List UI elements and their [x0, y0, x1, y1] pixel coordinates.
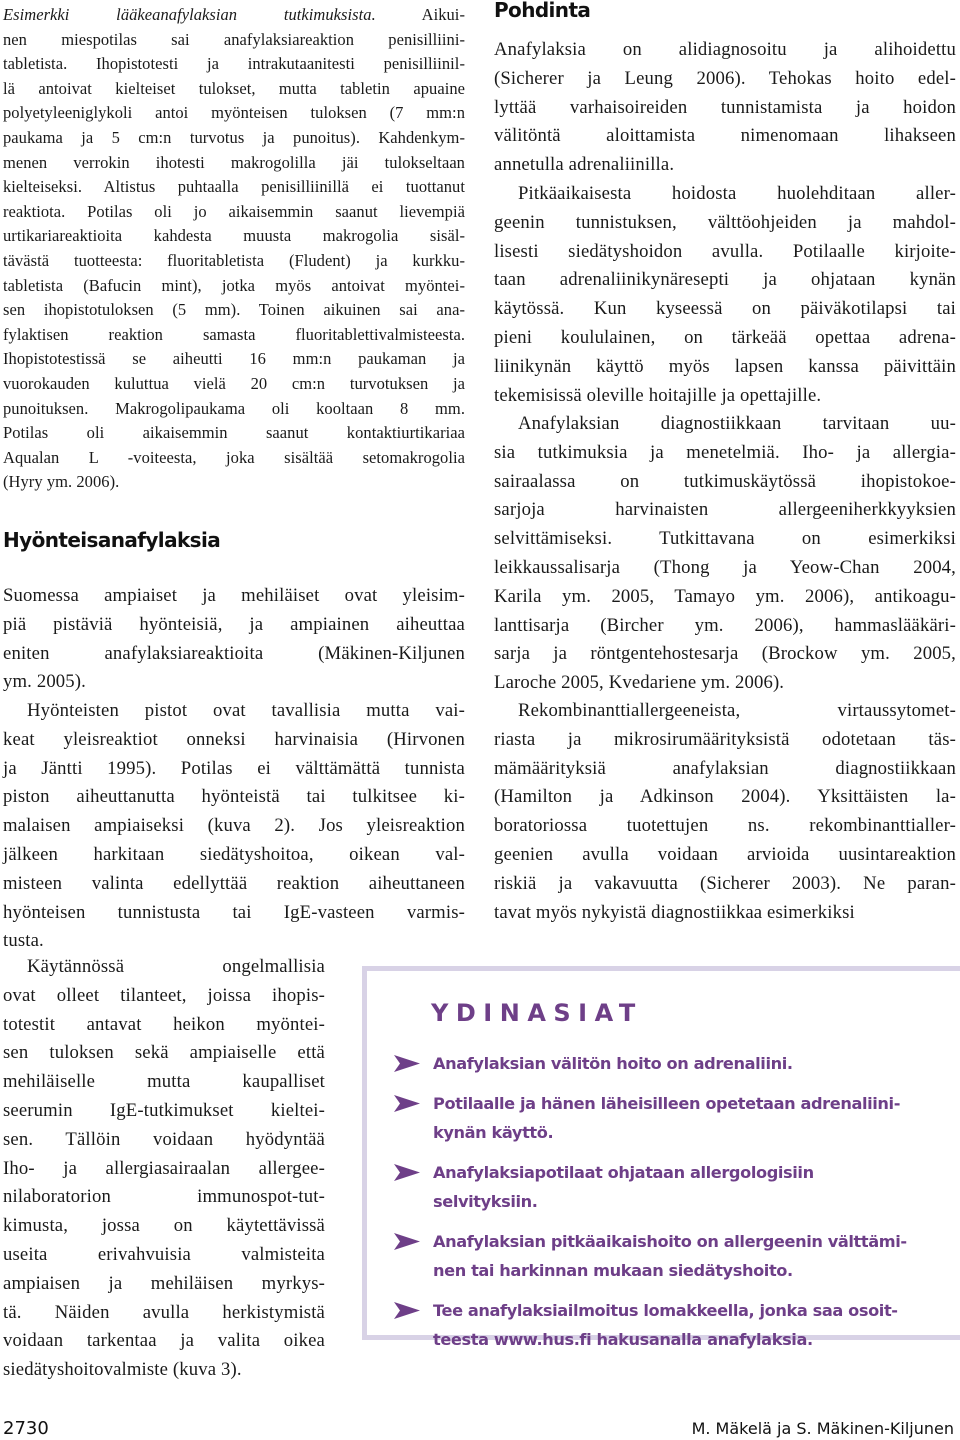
text-line: geenin tunnistuksen, välttöohjeiden ja mahdol-	[494, 211, 956, 233]
arrowhead-icon	[394, 1164, 420, 1181]
author-credit: M. Mäkelä ja S. Mäkinen-Kiljunen	[691, 1419, 954, 1438]
text-line: lyttää varhaisoireiden tunnistamista ja hoidon	[494, 96, 956, 118]
arrowhead-icon	[394, 1055, 420, 1072]
text-line: kimusta, jossa on käytettävissä	[3, 1215, 325, 1237]
text-line: geenien avulla voidaan arvioida uusintareaktion	[494, 843, 956, 865]
text-line: annetulla adrenaliinilla.	[494, 154, 675, 176]
text-line: eniten anafylaksiareaktioita (Mäkinen-Kiljunen	[3, 642, 465, 664]
text-line: sia tutkimuksia ja menetelmiä. Iho- ja allergia-	[494, 441, 956, 463]
text-line: pieni koululainen, on tärkeää opettaa adrena-	[494, 326, 956, 348]
case-example-line: Aikui-	[421, 5, 465, 24]
case-example-line: Aqualan L -voiteesta, joka sisältää setomakrogolia	[3, 447, 465, 467]
text-line: Hyönteisten pistot ovat tavallisia mutta vai-	[27, 700, 465, 721]
key-point-item	[391, 1296, 921, 1354]
case-example-line: Potilas oli aikaisemmin saanut kontaktiurtikariaa	[3, 423, 465, 443]
text-line: seerumin IgE-tutkimukset kieltei-	[3, 1099, 325, 1121]
case-example-line: polyetyleeniglykoli antoi myönteisen tuloksen (7 mm:n	[3, 103, 465, 123]
case-example-line: nen miespotilas sai anafylaksiareaktion penisilliini-	[3, 29, 465, 49]
text-line: Laroche 2005, Kvedariene ym. 2006).	[494, 672, 785, 694]
arrowhead-icon	[394, 1095, 420, 1112]
insect-paragraph-1	[3, 582, 465, 697]
key-point-item	[391, 1049, 921, 1078]
text-line: taan adrenaliinikynäresepti ja ohjataan kynän	[494, 269, 956, 291]
key-point-line: Anafylaksian välitön hoito on adrenaliini.	[433, 1054, 793, 1073]
text-line: sarjoja harvinaisten allergeeniherkkyyksien	[494, 499, 956, 521]
text-line: malaisen ampiaiseksi (kuva 2). Jos yleisreaktion	[3, 815, 465, 837]
case-example-line: punoituksen. Makrogolipaukama oli kooltaan 8 mm.	[3, 398, 465, 418]
key-point-item	[391, 1158, 921, 1216]
text-line: sen. Tällöin voidaan hyödyntää	[3, 1128, 325, 1150]
section-heading-discussion: Pohdinta	[494, 0, 591, 22]
case-example-line: tävästä tuotteesta: fluoritabletista (Fludent) ja kurkku-	[3, 250, 465, 270]
case-example-line: tabletista. Ihopistotesti ja intrakutaanitesti penisilliinil-	[3, 54, 465, 74]
text-line: ja Jäntti 1995). Potilas ei välttämättä tunnista	[3, 757, 465, 779]
case-example-line: menen verrokin ihotesti makrogolilla jäi tulokseltaan	[3, 152, 465, 172]
case-example-line: sen ihopistotuloksen (5 mm). Toinen aikuinen sai ana-	[3, 300, 465, 320]
text-line: leikkaussalisarja (Thong ja Yeow-Chan 2004,	[494, 556, 956, 578]
text-line: Anafylaksian diagnostiikkaan tarvitaan uu-	[518, 413, 956, 434]
text-line: hyönteisen tunnistusta tai IgE-vasteen varmis-	[3, 901, 465, 923]
arrowhead-icon	[394, 1233, 420, 1250]
case-example-line: kielteiseksi. Altistus puhtaalla penisilliinillä ei tuottanut	[3, 177, 465, 197]
text-line: sen tuloksen sekä ampiaiselle että	[3, 1042, 325, 1064]
text-line: tekemisissä oleville hoitajille ja opettajille.	[494, 384, 822, 406]
text-line: tä. Näiden avulla herkistymistä	[3, 1301, 325, 1323]
case-example-line: tabletista (Bafucin mint), jotka myös antoivat myöntei-	[3, 275, 465, 295]
page-number: 2730	[3, 1418, 49, 1439]
text-line: liinikynän käyttö myös lapsen kanssa päivittäin	[494, 355, 956, 377]
case-example-line: fylaktisen reaktion samasta fluoritablettivalmisteesta.	[3, 324, 465, 344]
case-example-line: lä antoivat kielteiset tulokset, mutta tabletin apuaine	[3, 78, 465, 98]
text-line: jälkeen harkitaan siedätyshoitoa, oikean val-	[3, 843, 465, 865]
insect-paragraph-2	[3, 697, 465, 956]
text-line: ampiaisen ja mehiläisen myrkys-	[3, 1272, 325, 1294]
key-points-title: YDINASIAT	[431, 999, 643, 1027]
key-point-line: kynän käyttö.	[433, 1123, 554, 1142]
text-line: Pitkäaikaisesta hoidosta huolehditaan aller-	[518, 183, 956, 204]
text-line: Iho- ja allergiasairaalan allergee-	[3, 1157, 325, 1179]
text-line: mehiläiselle mutta kaupalliset	[3, 1071, 325, 1093]
text-line: (Sicherer ja Leung 2006). Tehokas hoito edel-	[494, 67, 956, 89]
key-point-line: teesta www.hus.fi hakusanalla anafylaksia.	[433, 1330, 813, 1349]
text-line: voidaan tarkentaa ja valita oikea	[3, 1330, 325, 1352]
key-points-list	[391, 1049, 921, 1365]
text-line: Karila ym. 2005, Tamayo ym. 2006), antikoagu-	[494, 585, 956, 607]
key-point-line: Anafylaksian pitkäaikaishoito on allergeenin välttämi-	[433, 1232, 907, 1251]
text-line: riskiä ja vakavuutta (Sicherer 2003). Ne paran-	[494, 872, 956, 894]
text-line: Rekombinanttiallergeeneista, virtaussytomet-	[518, 700, 956, 721]
text-line: totestit antavat heikon myöntei-	[3, 1013, 325, 1035]
text-line: siedätyshoitovalmiste (kuva 3).	[3, 1359, 242, 1381]
case-example-lines	[3, 28, 465, 495]
discussion-paragraph-1	[494, 36, 956, 180]
case-example-line: paukama ja 5 cm:n turvotus ja punoitus). Kahdenkym-	[3, 127, 465, 147]
text-line: selvittämiseksi. Tutkittavana on esimerkiksi	[494, 528, 956, 550]
text-line: välitöntä aloittamista nimenomaan lihakseen	[494, 125, 956, 147]
text-line: Anafylaksia on alidiagnosoitu ja alihoidettu	[494, 39, 956, 60]
text-line: useita erivahvuisia valmisteita	[3, 1243, 325, 1265]
key-point-line: Tee anafylaksiailmoitus lomakkeella, jonka saa osoit-	[433, 1301, 898, 1320]
text-line: nilaboratorion immunospot-tut-	[3, 1186, 325, 1208]
discussion-paragraph-2	[494, 180, 956, 410]
text-line: keat yleisreaktiot onneksi harvinaisia (Hirvonen	[3, 728, 465, 750]
key-point-line: Anafylaksiapotilaat ohjataan allergologisiin selvityksiin.	[433, 1163, 814, 1211]
text-line: Käytännössä ongelmallisia	[27, 956, 325, 977]
text-line: lanttisarja (Bircher ym. 2006), hammaslääkäri-	[494, 614, 956, 636]
text-line: lisesti siedätyshoidon avulla. Potilaalle kirjoite-	[494, 240, 956, 262]
text-line: sarja ja röntgentehostesarja (Brockow ym. 2005,	[494, 643, 956, 665]
arrowhead-icon	[394, 1302, 420, 1319]
text-line: tusta.	[3, 930, 44, 952]
discussion-paragraph-4	[494, 697, 956, 927]
case-example-line: reaktiota. Potilas oli jo aikaisemmin saanut lievempiä	[3, 201, 465, 221]
text-line: sairaalassa on tutkimuskäytössä ihopistokoe-	[494, 470, 956, 492]
text-line: käytössä. Kun kyseessä on päiväkotilapsi tai	[494, 298, 956, 320]
case-example-box	[3, 3, 465, 495]
case-example-lead: Esimerkki lääkeanafylaksian tutkimuksista.	[3, 5, 376, 24]
key-point-line: nen tai harkinnan mukaan siedätyshoito.	[433, 1261, 793, 1280]
text-line: piston aiheuttanutta hyönteistä tai tulkitsee ki-	[3, 786, 465, 808]
text-line: Suomessa ampiaiset ja mehiläiset ovat yleisim-	[3, 585, 465, 606]
text-line: (Hamilton ja Adkinson 2004). Yksittäisten la-	[494, 786, 956, 808]
case-example-text	[3, 3, 465, 495]
case-example-line: Ihopistotestissä se aiheutti 16 mm:n paukaman ja	[3, 349, 465, 369]
text-line: mämäärityksiä anafylaksian diagnostiikkaan	[494, 757, 956, 779]
section-heading-insect: Hyönteisanafylaksia	[3, 528, 221, 552]
insect-paragraph-3	[3, 953, 325, 1385]
key-points-box	[362, 966, 960, 1349]
case-example-line: (Hyry ym. 2006).	[3, 472, 120, 492]
text-line: misteen valinta edellyttää reaktion aiheuttaneen	[3, 872, 465, 894]
key-point-item	[391, 1089, 921, 1147]
text-line: riasta ja mikrosirumäärityksistä odotetaan täs-	[494, 728, 956, 750]
discussion-paragraph-3	[494, 410, 956, 698]
text-line: tavat myös nykyistä diagnostiikkaa esimerkiksi	[494, 901, 855, 923]
text-line: boratoriossa tuotettujen ns. rekombinanttialler-	[494, 815, 956, 837]
case-example-line: vuorokauden kuluttua vielä 20 cm:n turvotuksen ja	[3, 373, 465, 393]
key-point-item	[391, 1227, 921, 1285]
key-point-line: Potilaalle ja hänen läheisilleen opetetaan adrenaliini-	[433, 1094, 901, 1113]
text-line: piä pistäviä hyönteisiä, ja ampiainen aiheuttaa	[3, 613, 465, 635]
text-line: ovat olleet tilanteet, joissa ihopis-	[3, 984, 325, 1006]
case-example-line: urtikariareaktioita kahdesta muusta makrogolia sisäl-	[3, 226, 465, 246]
text-line: ym. 2005).	[3, 671, 86, 693]
